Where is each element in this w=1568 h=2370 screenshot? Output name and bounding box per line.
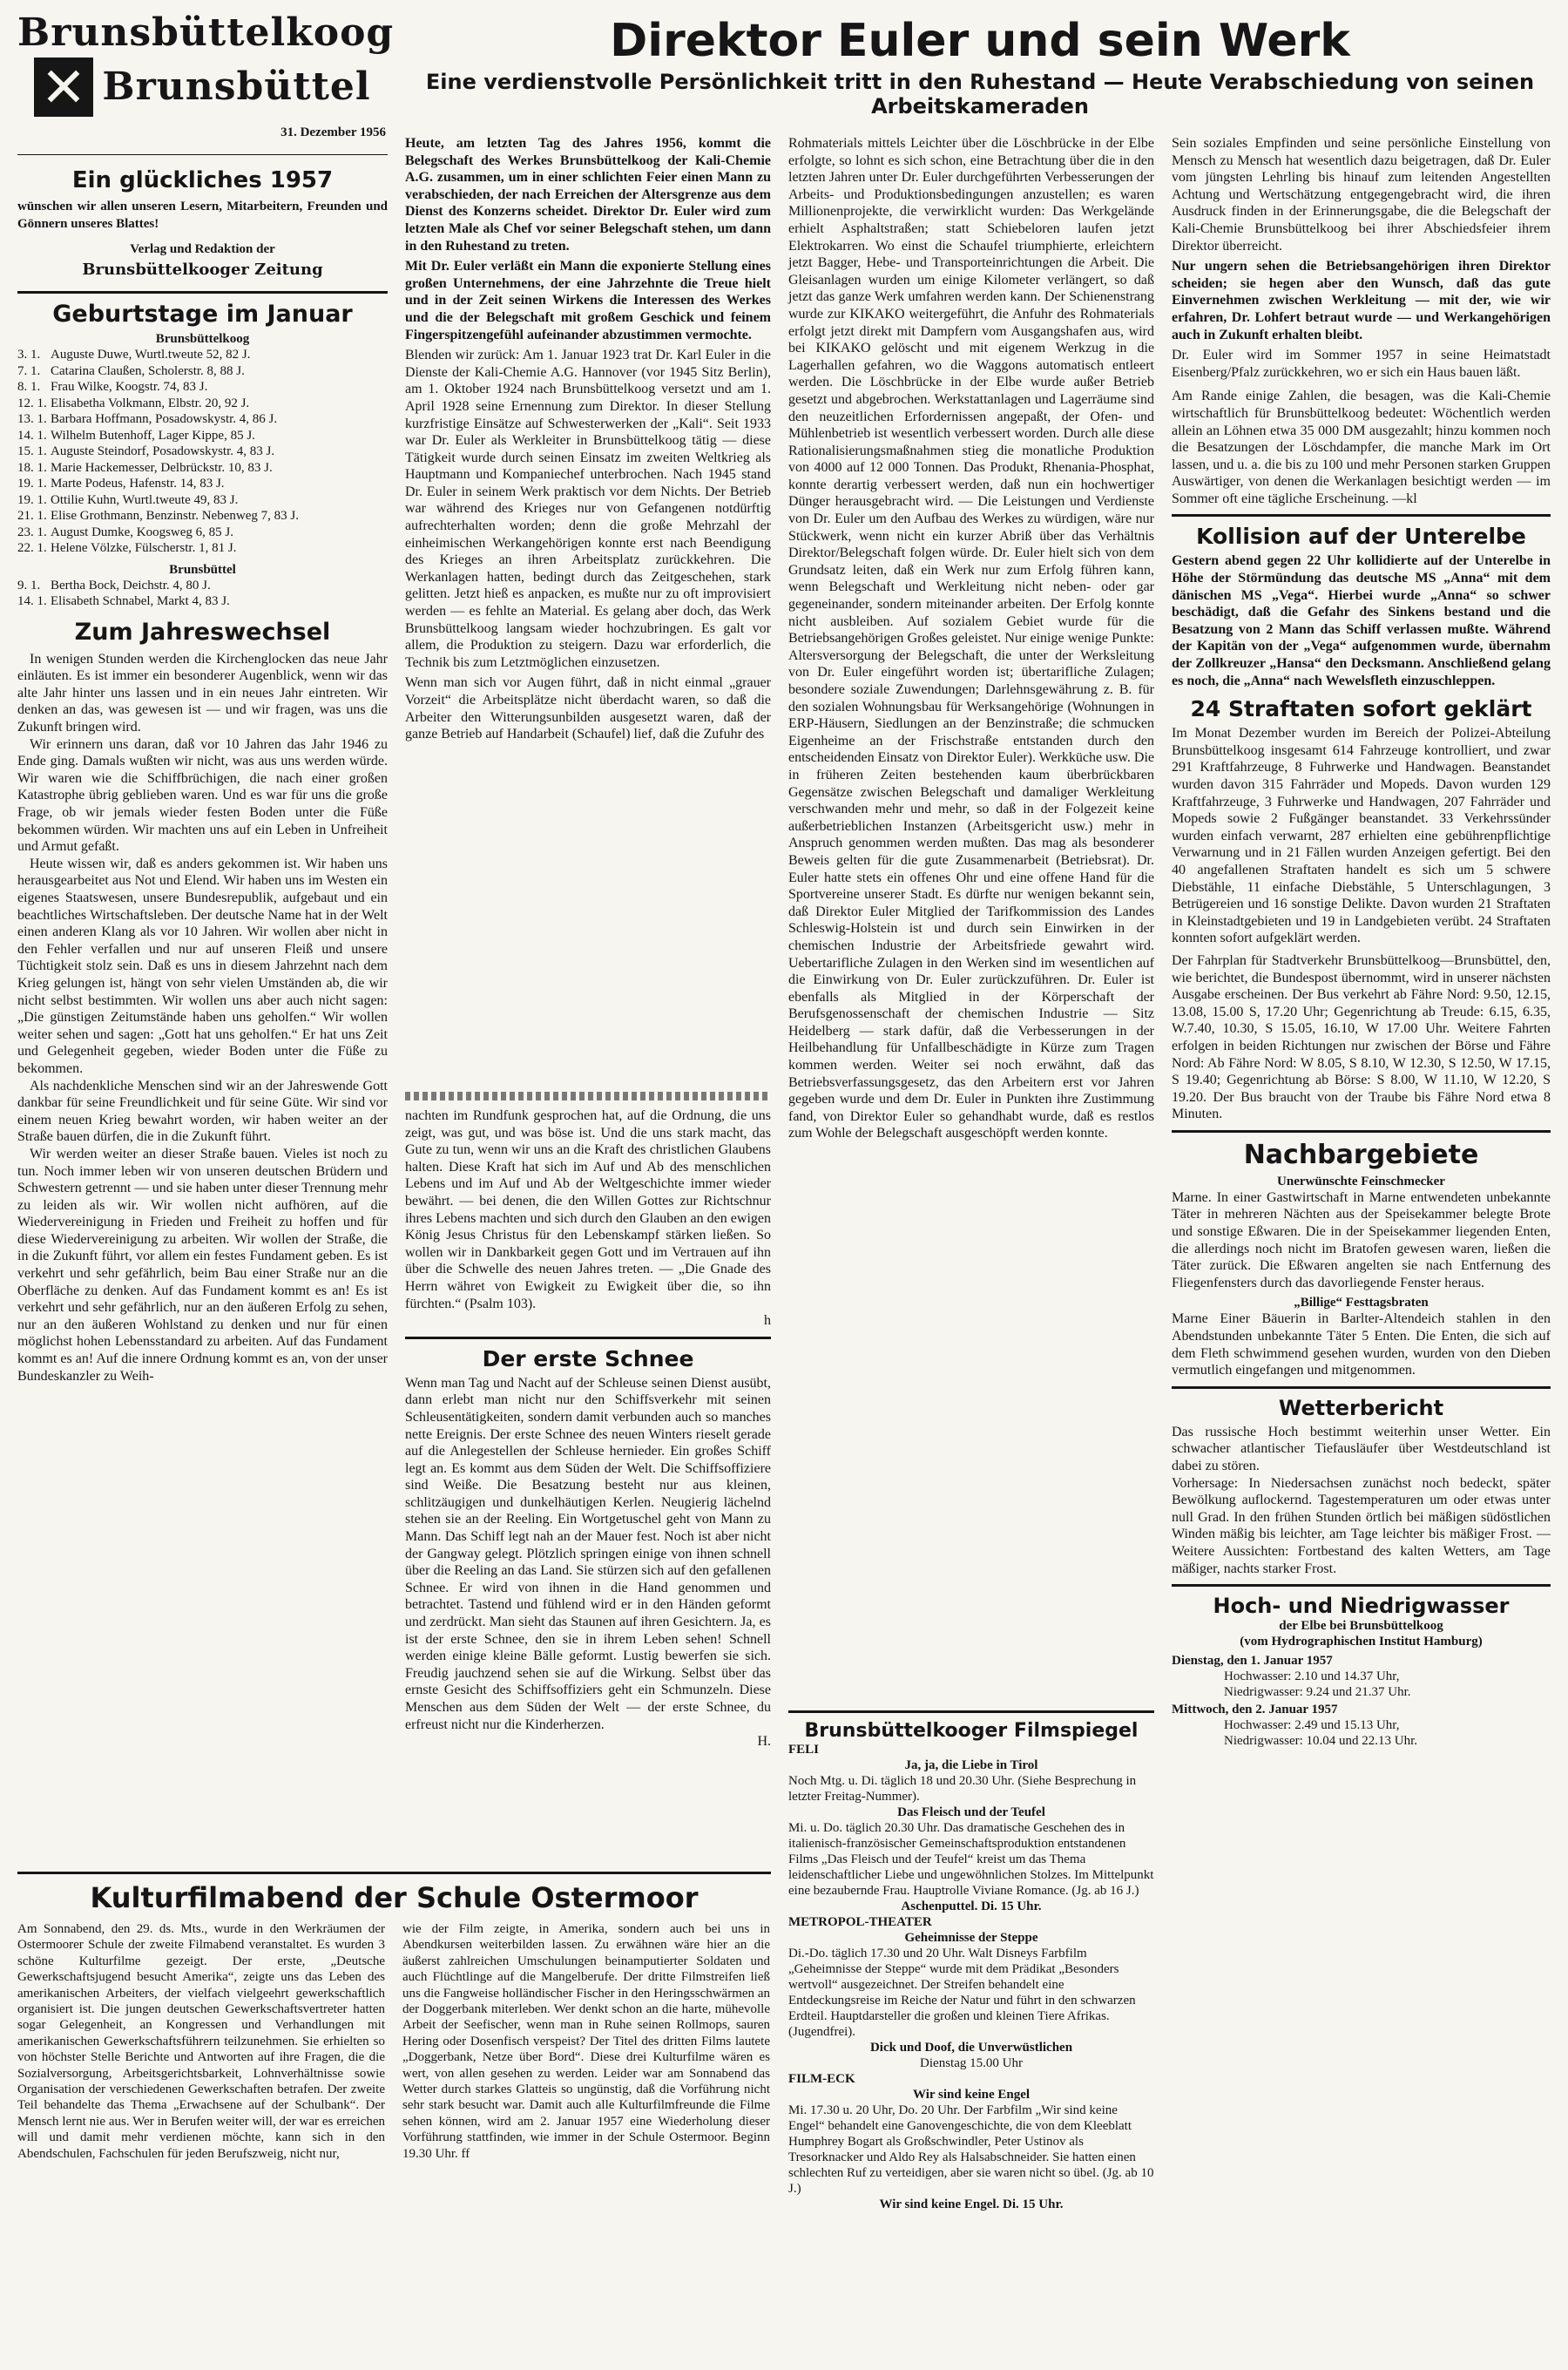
paper-name: Brunsbüttelkooger Zeitung [82,261,323,280]
euler-lead: Heute, am letzten Tag des Jahres 1956, kommt die Belegschaft des Werkes Brunsbüttelkoog der Kali-Chemie A.G. zusammen, um in einer schlichten Feier einen Mann zu verabschieden, der nach Erreichen der Altersgrenze aus dem Dienst des Konzerns scheidet. Direktor Dr. Euler wird zum letzten Male als Chef vor seiner Belegschaft stehen, um dann in den Ruhestand zu treten. [405,136,771,254]
euler-text-1: Blenden wir zurück: Am 1. Januar 1923 trat Dr. Karl Euler in die Dienste der Kali-Chemie A.G. Hannover (vor 1945 Sitz Berlin), am 1. Oktober 1924 nach Brunsbüttelkoog versetzt und am 1. April 1928 seine Ernennung zum Direktor. In dieser Stellung kurzfristige Einsätze auf Schwesterwerken der „Kali“. Seit 1933 war Dr. Euler als Werkleiter in Brunsbüttelkoog tätig — diese Tätigkeit wurde durch seinen Einsatz im zweiten Weltkrieg als Hauptmann und Kompaniechef unterbrochen. Nach 1945 stand Dr. Euler in seinem Werk praktisch vor dem Nichts. Der Betrieb war während des Krieges nur von Gefangenen notdürftig aufrechterhalten worden; denn die große Mehrzahl der einheimischen Werkangehörigen konnte erst nach Beendigung des Krieges an ihren Arbeitsplatz zurückkehren. Die Werkanlagen hatten, bedingt durch das Zeitgeschehen, stark gelitten. Jetzt hieß es anpacken, es mußte nur zu oft improvisiert werden — es fehlte an Material. Es gelang aber doch, das Werk Brunsbüttelkoog langsam wieder hochzubringen. Es galt vor allem, die Produktion zu steigern. Dazu war erforderlich, die Technik bis zum Letztmöglichen einzusetzen. [405,348,771,670]
film-5: Dick und Doof, die Unverwüstlichen [869,2041,1073,2055]
film-7: Wir sind keine Engel. Di. 15 Uhr. [879,2197,1064,2211]
film-6-text: Mi. 17.30 u. 20 Uhr, Do. 20 Uhr. Der Farbfilm „Wir sind keine Engel“ behandelt eine Ganovengeschichte, die von dem Kleeblatt Humphrey Bogart als Großschwindler, Peter Ustinov als Tresorknacker und Aldo Rey als Halsabschneider. Sie hatten einen schlechten Ruf zu verteidigen, aber sie waren nicht so übel. (Jg. ab 10 J.) [788,2103,1154,2196]
euler-text-3d: Am Rande einige Zahlen, die besagen, was die Kali-Chemie wirtschaftlich für Brunsbüttelkoog bedeutet: Wöchentlich werden allein an Löhnen etwa 35 000 DM ausgezahlt; hinzu kommen noch die Besatzungen der Löschdampfer, die manche Mark im Ort lassen, und u. a. die bis zu 100 und mehr Personen starken Gruppen Auswärtiger, von denen die Werkanlagen besichtigt werden — im Sommer oft eine tägliche Erscheinung. —kl [1172,389,1551,506]
birthdays-koog-label: Brunsbüttelkoog [155,332,250,347]
kollision-text: Gestern abend gegen 22 Uhr kollidierte auf der Unterelbe in Höhe der Störmündung das deutsche MS „Anna“ mit dem dänischen MS „Vega“. Hierbei wurde „Anna“ so schwer beschädigt, daß die Gefahr des Sinkens bestand und die Besatzung von 2 Mann das Schiff verlassen mußte. Während der Kapitän von der „Vega“ aufgenommen wurde, übernahm der Zollkreuzer „Hansa“ den Decksmann. Anschließend gelang es noch, die „Anna“ nach Wewelsfleth einzuschleppen. [1172,553,1551,688]
wasser-d1n: Niedrigwasser: 9.24 und 21.37 Uhr. [1224,1685,1411,1700]
euler-subtitle: Eine verdienstvolle Persönlichkeit tritt in den Ruhestand — Heute Verabschiedung von seinen Arbeitskameraden [425,70,1535,118]
wasser-d2h: Hochwasser: 2.49 und 15.13 Uhr, [1224,1718,1400,1733]
schnee-title: Der erste Schnee [482,1345,694,1371]
list-item: 19. 1. Ottilie Kuhn, Wurtl.tweute 49, 83 J. [17,492,239,507]
middle-lower-column [405,1085,771,1750]
euler-text-3b: Nur ungern sehen die Betriebsangehörigen ihren Direktor scheiden; sie hegen aber den Wunsch, daß das gute Einvernehmen zwischen Werkleitung — mit der, wie wir erfahren, Dr. Lohfert betraut wurde — und Werkangehörigen auch in Zukunft erhalten bleibt. [1172,259,1551,342]
birthdays-title: Geburtstage im Januar [52,301,353,328]
list-item: 7. 1. Catarina Claußen, Scholerstr. 8, 88 J. [17,363,245,378]
fahrplan-text: Der Fahrplan für Stadtverkehr Brunsbüttelkoog—Brunsbüttel, den, wie berichtet, die Bundespost übernommt, wird in unserer nächsten Ausgabe erscheinen. Der Bus verkehrt ab Fähre Nord: 9.50, 12.15, 13.08, 15.00 S, 17.20 Uhr; Gegenrichtung ab Treude: 6.15, 6.35, W.7.40, 10.30, S 15.05, 16.10, W 17.00 Uhr. Weitere Fahrten erfolgen in beiden Richtungen nur zwischen der Börse und Fähre Nord: Ab Fähre Nord: W 8.05, S 8.10, W 12.30, S 12.50, W 17.15, S 19.40; Gegenrichtung ab Börse: S 8.00, W 11.10, W 12.20, S 19.20. Der Bus braucht von der Traube bis Fähre Nord etwa 8 Minuten. [1172,952,1551,1122]
nachbar-s1-text: Marne. In einer Gastwirtschaft in Marne entwendeten unbekannte Täter in mehreren Nächten aus der Speisekammer belegte Brote und sonstige Eßwaren. Die in der Speisekammer liegenden Enten, die allerdings noch nicht im Bratofen gewesen waren, ließen die Täter zurück. Die Eßwaren angelten sie nach Entfernung des Fliegenfensters durch das davorliegende Fenster heraus. [1172,1189,1551,1290]
greeting-title: Ein glückliches 1957 [71,167,334,193]
straftaten-article [1172,696,1551,1123]
film-2-text: Mi. u. Do. täglich 20.30 Uhr. Das dramatische Geschehen des in italienisch-französischer Gemeinschaftsproduktion entstandenen Films „Das Fleisch und der Teufel“ kreist um das Thema leidenschaftlicher Liebe und ungewöhnlichen Stolzes. Im Mittelpunkt eine bezaubernde Frau. Hauptrolle Viviane Romance. (Jg. ab 16 J.) [788,1821,1154,1898]
euler-title: Direktor Euler und sein Werk [610,15,1350,67]
jahreswechsel-article [17,619,388,1385]
list-item: 19. 1. Marte Podeus, Hafenstr. 14, 83 J. [17,477,225,491]
straftaten-title: 24 Straftaten sofort geklärt [1190,696,1532,722]
coat-of-arms-icon [34,58,93,117]
wasser-sub2: (vom Hydrographischen Institut Hamburg) [1240,1635,1483,1649]
list-item: 9. 1. Bertha Bock, Deichstr. 4, 80 J. [17,578,211,592]
wetter-text: Das russische Hoch bestimmt weiterhin unser Wetter. Ein schwacher atlantischer Tiefausläufer über Westdeutschland ist dabei zu stören. [1172,1424,1551,1473]
nachbar-s2-text: Marne Einer Bäuerin in Barlter-Altendeich stahlen in den Abendstunden unbekannte Täter 5 Enten. Die Enten, die sich auf dem Fleth schwimmend gesehen wurden, wurden von den Dieben vermutlich eingefangen und mitgenommen. [1172,1311,1551,1378]
film-list [788,1742,1154,2212]
neujahr-sign: h [764,1313,771,1329]
list-item: 18. 1. Marie Hackemesser, Delbrückstr. 10, 83 J. [17,460,273,475]
schnee-sign: H. [757,1734,771,1750]
wasser-d2: Mittwoch, den 2. Januar 1957 [1172,1703,1338,1717]
masthead [17,10,395,117]
film-4-text: Di.-Do. täglich 17.30 und 20 Uhr. Walt Disneys Farbfilm „Geheimnisse der Steppe“ wurde mit dem Prädikat „Besonders wertvoll“ ausgezeichnet. Der Streifen behandelt eine Entdeckungsreise im Reiche der Natur und führt in den schwarzen Erdteil. Hauptdarsteller die großen und kleinen Tiere Afrikas. (Jugendfrei). [788,1947,1136,2039]
kollision-title: Kollision auf der Unterelbe [1196,524,1526,550]
wasser-sub1: der Elbe bei Brunsbüttelkoog [1279,1619,1443,1634]
list-item: 8. 1. Frau Wilke, Koogstr. 74, 83 J. [17,380,208,395]
film-title: Brunsbüttelkooger Filmspiegel [804,1720,1139,1742]
euler-text-3c: Dr. Euler wird im Sommer 1957 in seine Heimatstadt Eisenberg/Pfalz zurückkehren, wo er sich ein Haus bauen läßt. [1172,348,1551,380]
list-item: 15. 1. Auguste Steindorf, Posadowskystr. 4, 83 J. [17,444,275,459]
film-4: Geheimnisse der Steppe [904,1931,1038,1945]
birthdays-section [17,301,388,610]
film-1: Ja, ja, die Liebe in Tirol [904,1758,1038,1772]
kultur-col-1: Am Sonnabend, den 29. ds. Mts., wurde in den Werkräumen der Ostermoorer Schule der zweite Filmabend veranstaltet. Es wurden 3 schöne Kulturfilme gezeigt. Der erste, „Deutsche Gewerkschaftsjugend besucht Amerika“, zeigte uns das Leben des amerikanischen Arbeiters, der vielfach vielgeehrt gewerkschaftlich organisiert ist. Die jungen deutschen Gewerkschaftsvertreter hatten sogar Gelegenheit, an Kongressen und Verhandlungen mit amerikanischen Gewerkschaftsführern teilzunehmen. Sie erhielten so von höchster Stelle Berichte und Antworten auf ihre Fragen, die die Sozialversorgung, Arbeitsgerichtsbarkeit, Lohnverhältnisse sowie Organisation der verschiedenen Gewerkschaften betrafen. Der zweite Teil behandelte das Thema „Erwachsene auf der Schulbank“. Der Mensch lernt nie aus. Wer in Berufen weiter will, der war es erreichen will und damit mehr verdienen möchte, kann sich in den Abendschulen, Fachschulen für jeden Berufszweig, nicht nur, [17,1922,385,2161]
film-2: Das Fleisch und der Teufel [897,1805,1045,1819]
kultur-article [17,1865,771,2162]
nachbar-title: Nachbargebiete [1243,1139,1479,1170]
neujahr-text: nachten im Rundfunk gesprochen hat, auf die Ordnung, die uns zeigt, was gut, und was böse ist. Und die uns stark macht, das Gute zu tun, wenn wir uns an die Kraft des christlichen Glaubens halten. Diese Kraft hat sich im Auf und Ab des menschlichen Lebens und im Auf und Ab der Weltgeschichte immer wieder bewährt. — bei denen, die den Willen Gottes zur Richtschnur ihres Lebens machten und sich durch den Glauben an den ewigen König Jesus Christus für den Lebenskampf stärken ließen. So wollen wir in Dankbarkeit gegen Gott und im Vertrauen auf ihn über die Schwelle des neuen Jahres treten. — „Die Gnade des Herrn währet von Ewigkeit zu Ewigkeit über die, so ihn fürchten.“ (Psalm 103). [405,1108,771,1311]
nachbar-article [1172,1140,1551,1379]
masthead-line2: Brunsbüttel [102,64,371,109]
nachbar-s2-title: „Billige“ Festtagsbraten [1294,1296,1429,1310]
birthdays-koog-list [17,347,388,557]
jahreswechsel-body: In wenigen Stunden werden die Kirchenglocken das neue Jahr einläuten. Es ist immer ein besonderer Augenblick, wenn wir das alte Jahr hinter uns lassen und in ein neues Jahr eintreten. Wir denken an das, was gewesen ist — und wir fragen, was uns die Zukunft bringen wird. Wir erinnern uns daran, daß vor 10 Jahren das Jahr 1946 zu Ende ging. Damals wußten wir nicht, was aus uns werden würde. Wir waren wie die Schiffbrüchigen, die nach einer großen Katastrophe übrig geblieben waren. Und es war für uns die große Frage, ob wir jemals wieder festen Boden unter die Füße bekommen würden. Wir machten uns auf ein Leben in Unfreiheit und Armut gefaßt. Heute wissen wir, daß es anders gekommen ist. Wir haben uns herausgearbeitet aus Not und Elend. Wir haben uns im Westen ein eigenes Staatswesen, unsere Bundesrepublik, aufgebaut und ein beachtliches Wirtschaftsleben. Der deutsche Name hat in der Welt einen anderen Klang als vor 10 Jahren. Wir wollen aber nicht in den Fehler verfallen und nur auf unseren Fleiß und unsere Tüchtigkeit stolz sein. Daß es uns in diesem Jahrzehnt nach dem Krieg gelungen ist, hängt von sehr vielen Umständen ab, die wir nicht selbst bestimmten. Wir wollen uns aber auch nicht sagen: „Die günstigen Zeitumstände haben uns geholfen.“ Wir wollen weiter sehen und sagen: „Gott hat uns geholfen.“ Er hat uns Zeit und Gelegenheit gegeben, wieder Boden unter die Füße zu bekommen. Als nachdenkliche Menschen sind wir an der Jahreswende Gott dankbar für seine Freundlichkeit und für seine Güte. Wir sind vor einem neuen Krieg bewahrt worden, wir haben weiter an der Straße bauen dürfen, die in die Zukunft führt. Wir werden weiter an dieser Straße bauen. Vieles ist noch zu tun. Noch immer leben wir von unseren deutschen Brüdern und Schwestern getrennt — und sie haben unter dieser Trennung mehr zu leiden als wir. Wir wollen nicht aufhören, auf die Wiedervereinigung in Frieden und Freiheit zu hoffen und für diese Wiedervereinigung zu arbeiten. Wir wollen der Straße, die in die Zukunft führt, vor allem ein festes Fundament geben. Es ist verkehrt und sehr gefährlich, beim Bau einer Straße nur an die Oberfläche zu denken. Auf das Fundament kommt es an! Es ist verkehrt und sehr gefährlich, nur an den äußeren Erfolg zu sehen, nur an den äußeren Wohlstand zu denken und nur für einen möglichst hohen Lebensstandard zu arbeiten. Auf das Fundament kommt es an! Auf die innere Ordnung kommt es an, von der unser Bundeskanzler zu Weih- [17,651,388,1384]
euler-text-2: Rohmaterials mittels Leichter über die Löschbrücke in der Elbe erfolgte, so lohnt es sich schon, eine Betrachtung über die in den letzten Jahren unter Dr. Euler durchgeführten Verbesserungen der Arbeits- und Produktionsbedingungen anzustellen; es waren Millionenprojekte, die verwirklicht wurden: Das Werkgelände erhielt Asphaltstraßen; statt Schiebeloren laufen jetzt Elektrokarren. Wo einst die Schaufel triumphierte, erleichtern jetzt Bagger, Hebe- und Transporteinrichtungen die Arbeit. Die Gleisanlagen wurden um einige Kilometer verlängert, so daß jetzt das ganze Werk umfahren werden kann. Der Schienenstrang wurde zur KIKAKO weitergeführt, die Anfuhr des Rohmaterials erfolgt jetzt direkt mit Dampfern vom Ausgangshafen aus, wird bei KIKAKO gelöscht und mit eigenem Werkzug in die Lagerhallen gefahren, wo die Waggons automatisch entleert werden. Die Löschbrücke in der Elbe wurde außer Betrieb gesetzt und abgebrochen. Werkstattanlagen und Lagerräume sind den neuzeitlichen Erfordernissen angepaßt, der Ofen- und Mühlenbetrieb ist wesentlich verbessert worden. Durch alle diese Rationalisierungsmaßnahmen stieg die monatliche Produktion von 4000 auf 12 000 Tonnen. Das Produkt, Rhenania-Phosphat, konnte derartig verbessert werden, daß nun ein hochwertiger Dünger herausgebracht wird. — Die Leistungen und Verdienste von Dr. Euler um den Aufbau des Werkes zu würdigen, wäre nur Stückwerk, wenn nicht ein kurzer Abriß über das Verhältnis Direktor/Belegschaft folgen würde. Dr. Euler hielt sich von dem Grundsatz leiten, daß ein Werk nur zum Erfolg führen kann, wenn Belegschaft und Werkleitung nicht neben- oder gar gegeneinander, sondern miteinander arbeiten. Der Erfolg konnte nicht ausbleiben. Auf sozialem Gebiet wurde für die Betriebsangehörigen Großes geleistet. Nur einige wenige Punkte: Altersversorgung der Belegschaft, die unter der Werksleitung von Dr. Euler eingeführt worden ist; übertarifliche Zulagen; besondere soziale Zuwendungen; Darlehnsgewährung z. B. für den sozialen Wohnungsbau für Werksangehörige (Wohnungen in ERP-Häusern, Siedlungen an der Benzinstraße; die schmucken Eigenheime an der Frischstraße entstanden durch den entscheidenden Einsatz von Direktor Euler). Werkküche usw. Die in früheren Zeiten bestehenden kaum überbrückbaren Gegensätze zwischen Belegschaft und damaliger Werkleitung verschwanden mehr und mehr, so daß in der Folgezeit keine außerbetrieblichen Instanzen (Arbeitsgericht usw.) mehr in Anspruch genommen werden mußten. Das mag als besonderer Beweis gelten für die gute Zusammenarbeit (Betriebsrat). Dr. Euler hatte stets ein offenes Ohr und eine offene Hand für die Sportvereine unserer Stadt. Es dürfte nur wenigen bekannt sein, daß Direktor Euler Mitglied der Tarifkommission des Landes Schleswig-Holstein ist und durch sein Einwirken in der chemischen Industrie der Arbeitsfriede gewahrt wird. Uebertarifliche Zulagen in den Werken sind im wesentlichen auf die Einwirkung von Dr. Euler zurückzuführen. Dr. Euler ist ebenfalls als Mitglied in der Körperschaft der Berufsgenossenschaft der chemischen Industrie — Sitz Heidelberg — stark dafür, daß die Verbesserungen in der Heilbehandlung für Unfallbeschädigte in Kürze zum Tragen kommen werden. Weiter sei noch erwähnt, daß das Betriebsverfassungsgesetz, das den Arbeitern erst vor Jahren gegeben wurde und dem Dr. Euler in Punkten ihre Zustimmung fand, von Direktor Euler so gehandhabt wurde, daß es restlos zum Wohle der Belegschaft ausgeschöpft werden konnte. [788,136,1154,1141]
jahreswechsel-title: Zum Jahreswechsel [74,618,331,646]
list-item: 14. 1. Elisabeth Schnabel, Markt 4, 83 J. [17,594,230,609]
divider [405,1092,771,1100]
kollision-article [1172,524,1551,689]
nachbar-s1-title: Unerwünschte Feinschmecker [1277,1174,1445,1188]
wasser-title: Hoch- und Niedrigwasser [1213,1594,1510,1619]
list-item: 22. 1. Helene Völzke, Fülscherstr. 1, 81 J. [17,541,237,556]
wetter-title: Wetterbericht [1278,1395,1444,1420]
masthead-line1: Brunsbüttelkoog [17,10,395,55]
wasser-d1h: Hochwasser: 2.10 und 14.37 Uhr, [1224,1669,1400,1684]
birthdays-tel-label: Brunsbüttel [169,562,236,577]
film-3: Aschenputtel. Di. 15 Uhr. [901,1899,1042,1913]
film-column [788,1703,1154,2212]
greeting-text: wünschen wir allen unseren Lesern, Mitarbeitern, Freunden und Gönnern unseres Blattes! [17,200,388,231]
wasser-d2n: Niedrigwasser: 10.04 und 22.13 Uhr. [1224,1734,1418,1749]
straftaten-text: Im Monat Dezember wurden im Bereich der Polizei-Abteilung Brunsbüttelkoog insgesamt 614 Fahrzeuge kontrolliert, und zwar 291 Kraftfahrzeuge, 8 Fuhrwerke und Handwagen. Beanstandet wurden davon 315 Fahrräder und Mopeds. Davon wurden 129 Kraftfahrzeuge, 3 Fuhrwerke und Handwagen, 207 Fahrräder und Mopeds sowie 2 Fußgänger beanstandet. 33 Verkehrssünder wurden einfach verwarnt, 287 erhielten eine gebührenpflichtige Verwarnung und in 21 Fällen wurden Anzeigen gefertigt. Bei den 40 angefallenen Straftaten handelt es sich um 5 schwere Diebstähle, 11 einfache Diebstähle, 5 Unterschlagungen, 3 Betrügereien und 16 sonstige Delikte. Davon wurden 21 Straftaten in Kleinstadtgebieten und 19 in Landgebieten verübt. 24 Straftaten konnten sofort aufgeklärt werden. [1172,726,1551,946]
left-column [17,10,395,1385]
euler-col-1 [405,135,771,743]
greeting-sign: Verlag und Redaktion der [130,242,275,257]
wasser-article [1172,1594,1551,1749]
right-column [1172,135,1551,1749]
list-item: 21. 1. Elise Grothmann, Benzinstr. Nebenweg 7, 83 J. [17,509,299,524]
issue-date: 31. Dezember 1956 [280,125,386,139]
list-item: 12. 1. Elisabetha Volkmann, Elbstr. 20, 92 J. [17,396,250,410]
euler-lead2: Mit Dr. Euler verläßt ein Mann die exponierte Stellung eines großen Unternehmens, der eine Jahrzehnte die Treue hielt und in der Zeit seinen Wirkens die Interessen des Werkes und die der Belegschaft mit großem Geschick und feinem Fingerspitzengefühl aufeinander abzustimmen vermochte. [405,259,771,342]
cinema-feli: FELI [788,1743,820,1757]
film-6: Wir sind keine Engel [912,2088,1031,2102]
list-item: 23. 1. August Dumke, Koogsweg 6, 85 J. [17,525,233,539]
euler-text-1b: Wenn man sich vor Augen führt, daß in nicht einmal „grauer Vorzeit“ die Arbeitsplätze nicht überdacht waren, so daß die Arbeiter den Witterungsunbilden ausgesetzt waren, daß der ganze Betrieb auf Handarbeit (Schaufel) lief, daß die Zufuhr des [405,675,771,742]
kultur-col-2: wie der Film zeigte, in Amerika, sondern auch bei uns in Abendkursen weiterbilden lassen. Zu erwähnen wäre hier an die äußerst zahlreichen Umschulungen beinamputierter Soldaten und auch Flüchtlinge auf die Mangelberufe. Der dritte Filmstreifen ließ uns die Fangweise holländischer Fischer in den Heringsschwärmen an der Doggerbank miterleben. Wer denkt schon an die harte, mühevolle Arbeit der Seefischer, wenn man in Ruhe seinen Rollmops, sauren Hering oder Dosenfisch verspeist? Der Titel des dritten Films lautete „Doggerbank, Netze über Bord“. Diese drei Kulturfilme wären es wert, von allen gesehen zu werden. Leider war am Sonnabend das Wetter durch starkes Glatteis so ungünstig, daß die Vorführung nicht sehr stark besucht war. Damit auch alle Kulturfilmfreunde die Filme sehen können, wird am 2. Januar 1957 eine Wiederholung dieser Vorführung stattfinden, wie immer in der Schule Ostermoor. Beginn 19.30 Uhr. ff [402,1922,770,2161]
euler-col-2 [788,135,1154,1142]
cinema-metropol: METROPOL-THEATER [788,1915,932,1929]
euler-headline [409,16,1551,118]
kultur-title: Kulturfilmabend der Schule Ostermoor [90,1881,699,1914]
cinema-film-eck: FILM-ECK [788,2072,855,2086]
list-item: 3. 1. Auguste Duwe, Wurtl.tweute 52, 82 J. [17,348,251,362]
wasser-d1: Dienstag, den 1. Januar 1957 [1172,1654,1333,1669]
list-item: 13. 1. Barbara Hoffmann, Posadowskystr. 4, 86 J. [17,412,278,427]
list-item: 14. 1. Wilhelm Butenhoff, Lager Kippe, 85 J. [17,428,255,443]
wetter-vorhersage: Vorhersage: In Niedersachsen zunächst noch bedeckt, später Bewölkung auflockernd. Tagestemperaturen um oder etwas unter null Grad. In den frühen Stunden örtlich bei mäßigen südöstlichen Winden mäßig bis leichter, am Tage leichter bis mäßiger Frost. — Weitere Aussichten: Fortbestand des kalten Wetters, am Tage mäßiger, nachts starker Frost. [1172,1475,1551,1576]
wetter-article [1172,1396,1551,1577]
schnee-text: Wenn man Tag und Nacht auf der Schleuse seinen Dienst ausübt, dann erlebt man nicht nur den Schiffsverkehr mit seinen Schleusentätigkeiten, sondern damit verbunden auch so manches nette Ereignis. Der erste Schnee des neuen Winters rieselt gerade auf die Anlegestellen der Schleuse hernieder. Ein großes Schiff legt an. Es kommt aus dem Süden der Welt. Die Schiffsoffiziere sind Weiße. Die Besatzung besteht nur aus kleinen, schlitzäugigen und dunkelhäutigen Kerlen. Neugierig lächelnd stehen sie an der Reeling. Ein Wortgetuschel geht von Mann zu Mann. Das Schiff legt nah an der Mauer fest. Noch ist aber nicht der Gangway gelegt. Plötzlich springen einige von ihnen schnell über die Reeling an das Land. Sie stürzen sich auf den gefallenen Schnee. Er wird von ihnen in die Hand genommen und betrachtet. Tastend und fühlend wird er in den Händen geformt und zerdrückt. Man sieht das Staunen auf ihren Gesichtern. Ja, es ist der erste Schnee, den sie in ihrem Leben sehen! Schnell werden einige kleine Bälle geformt. Lustig bewerfen sie sich. Freudig jauchzend sehen sie auf die Wirkung. Selbst über das ernste Gesicht des Schiffsoffiziers geht ein Schmunzeln. Diese Menschen aus dem Süden der Welt — der erste Schnee, du erfreust nicht nur die Kinderherzen. [405,1375,771,1732]
euler-text-3: Sein soziales Empfinden und seine persönliche Einstellung von Mensch zu Mensch hat wesentlich dazu beigetragen, daß Dr. Euler vom jüngsten Lehrling bis hinauf zum leitenden Angestellten Achtung und Wertschätzung entgegengebracht wird, die ihren Ausdruck finden in der Erinnerungsgabe, die die Belegschaft der Kali-Chemie Brunsbüttelkoog bei ihrer Abschiedsfeier ihrem Direktor überreicht. [1172,136,1551,254]
greeting-box [17,167,388,279]
film-1-text: Noch Mtg. u. Di. täglich 18 und 20.30 Uhr. (Siehe Besprechung in letzter Freitag-Nummer). [788,1774,1137,1804]
film-5-text: Dienstag 15.00 Uhr [920,2056,1023,2070]
